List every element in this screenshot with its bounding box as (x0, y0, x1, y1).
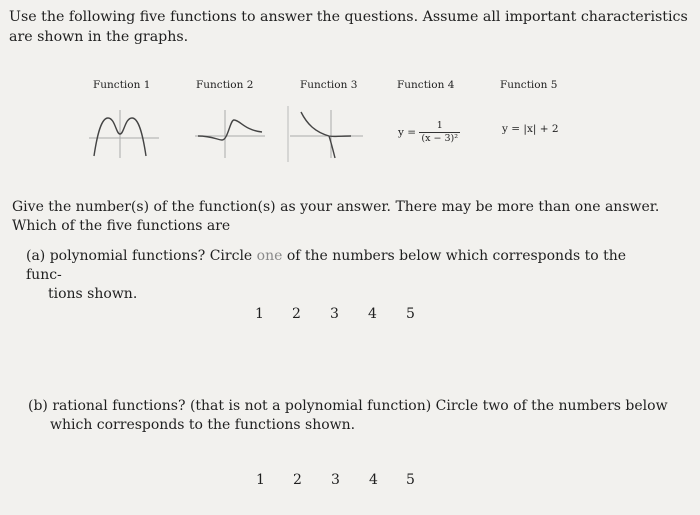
function-2-graph (190, 106, 270, 162)
intro-paragraph (9, 7, 689, 47)
function-1-label: Function 1 (93, 79, 151, 91)
formula-4-lhs: y = (398, 126, 417, 139)
part-b-question (28, 397, 668, 435)
function-5-label: Function 5 (500, 79, 558, 91)
part-a-choice-1[interactable]: 1 (255, 306, 264, 322)
part-a-choice-2[interactable]: 2 (292, 306, 301, 322)
intro-line-1: Use the following five functions to answer the questions. Assume all important characteristics (9, 9, 688, 25)
function-3-label: Function 3 (300, 79, 358, 91)
intro-line-2: are shown in the graphs. (9, 29, 189, 45)
part-b-choice-5[interactable]: 5 (406, 472, 415, 488)
function-5-formula: y = |x| + 2 (502, 123, 559, 135)
function-1-graph (84, 106, 164, 162)
formula-4-numerator: 1 (419, 120, 460, 133)
part-a-line-2: tions shown. (48, 286, 138, 302)
part-a-line-1-light: one (256, 248, 283, 264)
part-a-choice-4[interactable]: 4 (368, 306, 377, 322)
part-b-choice-2[interactable]: 2 (293, 472, 302, 488)
part-a-choice-5[interactable]: 5 (406, 306, 415, 322)
function-2-label: Function 2 (196, 79, 254, 91)
formula-4-fraction (419, 120, 460, 145)
question-intro-line-2: Which of the five functions are (12, 218, 231, 234)
part-a-line-1-start: (a) polynomial functions? Circle (26, 248, 257, 264)
part-a-line-1-end: of the numbers below which corresponds to the func- (26, 248, 627, 283)
function-4-formula (398, 120, 460, 145)
part-b-choice-4[interactable]: 4 (369, 472, 378, 488)
part-a-question (26, 247, 666, 304)
part-b-line-2: which corresponds to the functions shown. (50, 417, 356, 433)
part-a-choice-3[interactable]: 3 (330, 306, 339, 322)
part-b-choice-3[interactable]: 3 (331, 472, 340, 488)
part-b-line-1: (b) rational functions? (that is not a polynomial function) Circle two of the numbers below (28, 398, 668, 414)
formula-4-denominator: (x − 3)² (421, 133, 459, 144)
function-3-graph (285, 106, 365, 162)
question-intro (12, 198, 682, 236)
part-b-choice-1[interactable]: 1 (256, 472, 265, 488)
function-4-label: Function 4 (397, 79, 455, 91)
question-intro-line-1: Give the number(s) of the function(s) as your answer. There may be more than one answer. (12, 199, 660, 215)
